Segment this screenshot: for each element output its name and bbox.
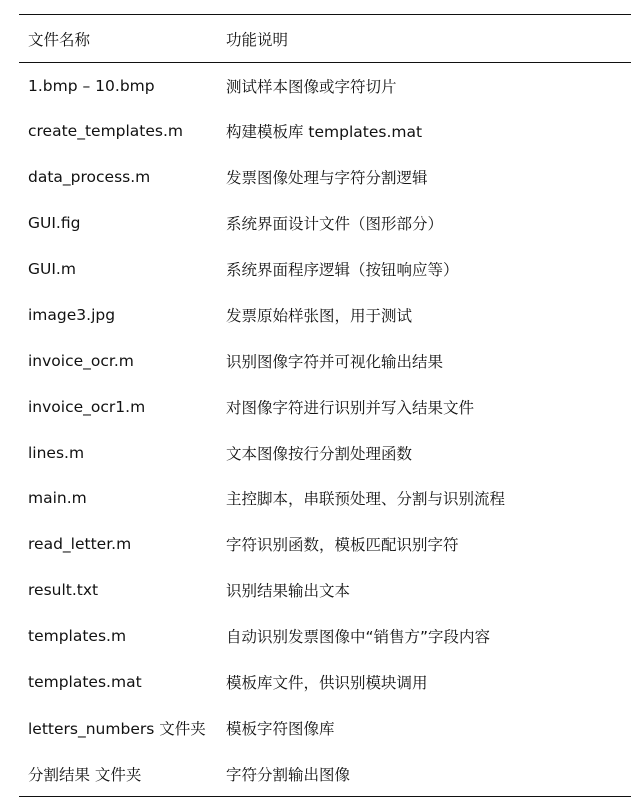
file-name-cell: invoice_ocr1.m [28, 397, 146, 416]
table-row [19, 108, 631, 154]
table-row [19, 200, 631, 246]
description-cell: 测试样本图像或字符切片 [226, 77, 397, 96]
description-cell: 系统界面设计文件（图形部分） [226, 215, 444, 234]
table-row [19, 246, 631, 292]
table-row [19, 154, 631, 200]
file-name-cell: invoice_ocr.m [28, 351, 134, 370]
description-cell: 字符识别函数，模板匹配识别字符 [226, 536, 459, 555]
description-cell: 模板库文件，供识别模块调用 [226, 674, 428, 693]
file-name-cell: letters_numbers 文件夹 [28, 719, 206, 738]
description-cell: 自动识别发票图像中“销售方”字段内容 [226, 628, 491, 647]
table-header [19, 15, 631, 63]
file-name-cell: 分割结果 文件夹 [19, 751, 217, 797]
description-cell: 识别图像字符并可视化输出结果 [226, 352, 444, 371]
description-cell: 发票原始样张图，用于测试 [226, 306, 413, 325]
table-body [19, 63, 631, 797]
table-row [19, 384, 631, 430]
table-row [19, 292, 631, 338]
file-name-cell: templates.m [28, 627, 127, 646]
table-row [19, 430, 631, 476]
file-name-cell: lines.m [28, 443, 85, 462]
table-row [19, 476, 631, 522]
table-row [19, 705, 631, 751]
description-cell: 模板字符图像库 [226, 719, 335, 738]
table-row [19, 751, 631, 797]
header-description: 功能说明 [217, 15, 631, 63]
file-name-cell: GUI.fig [28, 214, 81, 233]
header-file-name: 文件名称 [19, 15, 217, 63]
file-name-cell: main.m [28, 489, 87, 508]
file-name-cell: read_letter.m [28, 535, 132, 554]
description-cell: 对图像字符进行识别并写入结果文件 [226, 398, 475, 417]
table-row [19, 613, 631, 659]
description-cell: 文本图像按行分割处理函数 [226, 444, 413, 463]
file-name-cell: create_templates.m [28, 122, 184, 141]
table-row [19, 338, 631, 384]
file-name-cell: 1.bmp – 10.bmp [28, 76, 155, 95]
description-cell: 系统界面程序逻辑（按钮响应等） [226, 261, 459, 279]
description-cell: 主控脚本，串联预处理、分割与识别流程 [226, 490, 506, 509]
file-name-cell: result.txt [28, 581, 99, 600]
file-name-cell: GUI.m [28, 260, 76, 278]
description-cell: 构建模板库 templates.mat [226, 123, 423, 142]
description-cell: 发票图像处理与字符分割逻辑 [226, 169, 428, 188]
table-row [19, 521, 631, 567]
table-row [19, 567, 631, 613]
file-name-cell: data_process.m [28, 168, 151, 187]
file-name-cell: image3.jpg [28, 305, 116, 324]
file-description-table [19, 14, 631, 797]
description-cell: 字符分割输出图像 [217, 751, 631, 797]
description-cell: 识别结果输出文本 [226, 582, 351, 601]
table-row [19, 659, 631, 705]
header-row [19, 15, 631, 63]
table-row [19, 63, 631, 109]
file-name-cell: templates.mat [28, 673, 142, 692]
